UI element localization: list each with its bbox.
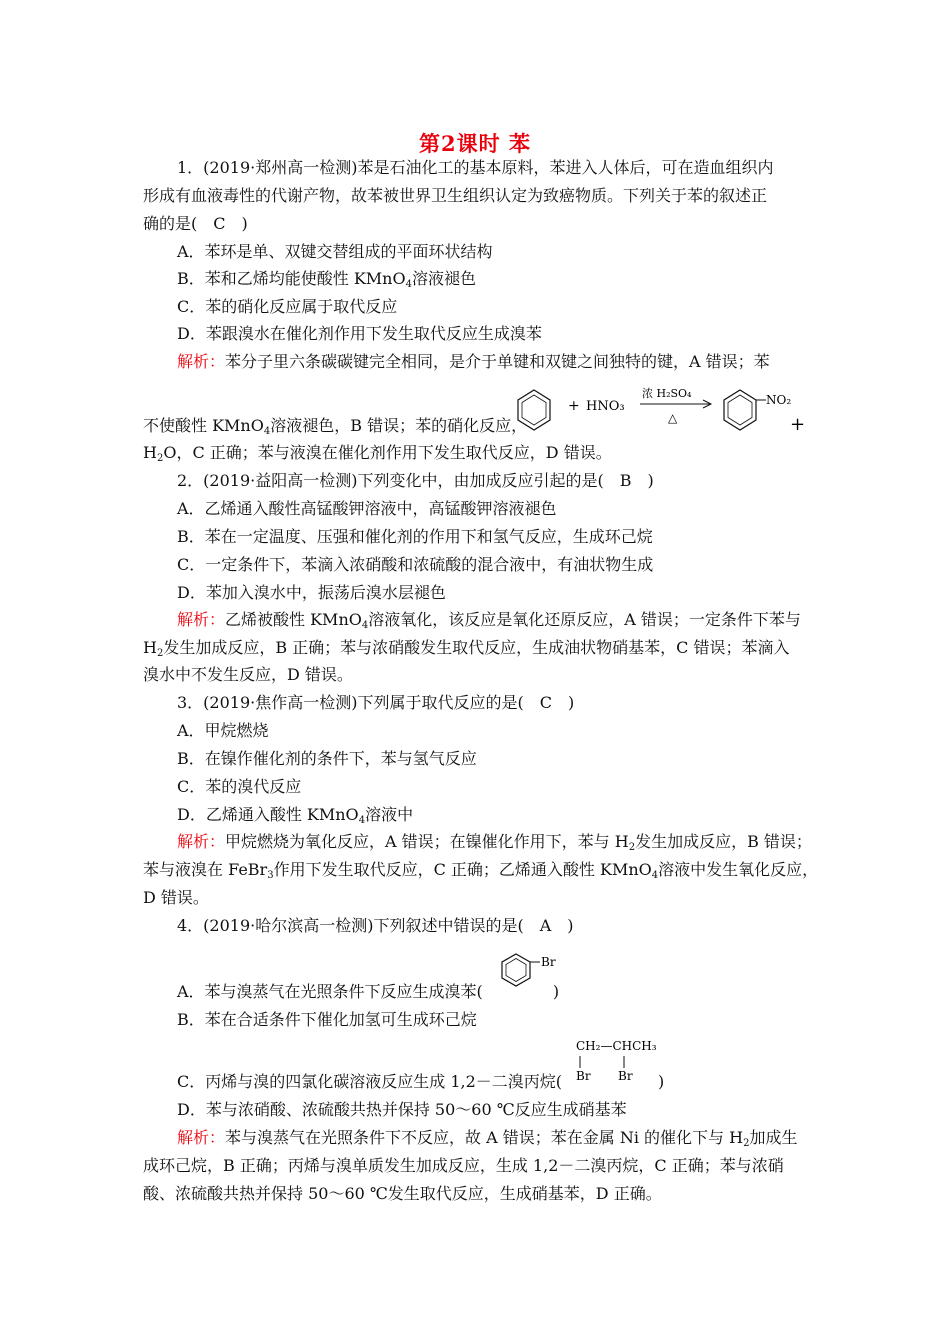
q2-explanation-line3: 溴水中不发生反应，D 错误。 — [143, 665, 353, 684]
q3-option-b: B．在镍作催化剂的条件下，苯与氢气反应 — [177, 749, 477, 768]
q1-stem-line1: 1．(2019·郑州高一检测)苯是石油化工的基本原料，苯进入人体后，可在造血组织内 — [177, 158, 774, 177]
plus-sign-2: + — [790, 414, 806, 435]
q4-option-c: C．丙烯与溴的四氯化碳溶液反应生成 1,2－二溴丙烷( ) — [177, 1072, 665, 1091]
page-title: 第2课时 苯 — [419, 131, 531, 156]
q1-option-a: A．苯环是单、双键交替组成的平面环状结构 — [177, 242, 493, 261]
q4-explanation-line2: 成环己烷，B 正确；丙烯与溴单质发生加成反应，生成 1,2－二溴丙烷，C 正确；苯与浓硝 — [143, 1156, 784, 1175]
q3-explanation-line1: 解析：甲烷燃烧为氧化反应，A 错误；在镍催化作用下，苯与 $H_2$发生加成反应，B 错误； — [177, 832, 812, 853]
bromine-label: Br — [541, 955, 556, 969]
benzene-ring-reactant — [518, 390, 550, 430]
q1-stem-line3: 确的是( C ) — [143, 214, 248, 233]
propane-backbone-label: CH₂—CHCH₃ — [576, 1039, 657, 1053]
q1-explanation-line1: 解析：苯分子里六条碳碳键完全相同，是介于单键和双键之间独特的键，A 错误；苯 — [177, 352, 770, 371]
dibromopropane-structure — [572, 1034, 672, 1086]
q4-option-b: B．苯在合适条件下催化加氢可生成环己烷 — [177, 1010, 477, 1029]
nitric-acid-reagent: HNO₃ — [586, 399, 625, 414]
bromine-label-2: Br — [618, 1069, 633, 1083]
q1-stem-line2: 形成有血液毒性的代谢产物，故苯被世界卫生组织认定为致癌物质。下列关于苯的叙述正 — [143, 186, 768, 205]
q3-option-a: A．甲烷燃烧 — [177, 721, 269, 740]
q4-option-d: D．苯与浓硝酸、浓硫酸共热并保持 50～60 ℃反应生成硝基苯 — [177, 1100, 627, 1119]
q3-option-d: D．乙烯通入酸性 KMnO$_4$溶液中 — [177, 805, 414, 826]
nitrobenzene-ring — [724, 390, 756, 430]
q2-explanation-line2: $H_2$发生加成反应，B 正确；苯与浓硝酸发生取代反应，生成油状物硝基苯，C 错误；苯滴入 — [143, 638, 790, 659]
q2-option-b: B．苯在一定温度、压强和催化剂的作用下和氢气反应，生成环己烷 — [177, 527, 653, 546]
q2-option-a: A．乙烯通入酸性高锰酸钾溶液中，高锰酸钾溶液褪色 — [177, 499, 557, 518]
q4-explanation-line3: 酸、浓硫酸共热并保持 50～60 ℃发生取代反应，生成硝基苯，D 正确。 — [143, 1184, 662, 1203]
q4-explanation-line1: 解析：苯与溴蒸气在光照条件下不反应，故 A 错误；苯在金属 Ni 的催化下与 $H_2$加成生 — [177, 1128, 798, 1149]
q3-explanation-line3: D 错误。 — [143, 888, 209, 907]
nitro-group-label: NO₂ — [766, 393, 792, 407]
q1-option-d: D．苯跟溴水在催化剂作用下发生取代反应生成溴苯 — [177, 324, 542, 343]
q1-option-b: B．苯和乙烯均能使酸性 KMnO$_4$溶液褪色 — [177, 269, 476, 290]
q2-explanation-line1: 解析：乙烯被酸性 KMnO$_4$溶液氧化，该反应是氧化还原反应，A 错误；一定条件下苯与 — [177, 610, 801, 631]
q1-option-c: C．苯的硝化反应属于取代反应 — [177, 297, 398, 316]
q4-stem: 4．(2019·哈尔滨高一检测)下列叙述中错误的是( A ) — [177, 916, 574, 935]
q2-option-c: C．一定条件下，苯滴入浓硝酸和浓硫酸的混合液中，有油状物生成 — [177, 555, 654, 574]
bromobenzene-structure — [494, 946, 566, 994]
q3-stem: 3．(2019·焦作高一检测)下列属于取代反应的是( C ) — [177, 693, 575, 712]
q1-explanation-line2: 不使酸性 KMnO$_4$溶液褪色，B 错误；苯的硝化反应， — [143, 416, 528, 437]
q2-stem: 2．(2019·益阳高一检测)下列变化中，由加成反应引起的是( B ) — [177, 471, 654, 490]
plus-sign-1: + — [568, 398, 580, 414]
condition-bottom: △ — [668, 411, 678, 425]
nitration-reaction-equation — [500, 382, 820, 444]
q4-option-a: A．苯与溴蒸气在光照条件下反应生成溴苯( ) — [177, 982, 560, 1001]
bromine-label-1: Br — [576, 1069, 591, 1083]
q1-explanation-line3: $H_2O$，C 正确；苯与液溴在催化剂作用下发生取代反应，D 错误。 — [143, 443, 612, 464]
condition-top: 浓 H₂SO₄ — [642, 387, 692, 400]
jiexi-label: 解析： — [177, 352, 226, 371]
q3-explanation-line2: 苯与液溴在 FeBr$_3$作用下发生取代反应，C 正确；乙烯通入酸性 KMnO$_4$溶液中发生氧化反应， — [143, 860, 819, 881]
q2-option-d: D．苯加入溴水中，振荡后溴水层褪色 — [177, 583, 446, 602]
q3-option-c: C．苯的溴代反应 — [177, 777, 302, 796]
